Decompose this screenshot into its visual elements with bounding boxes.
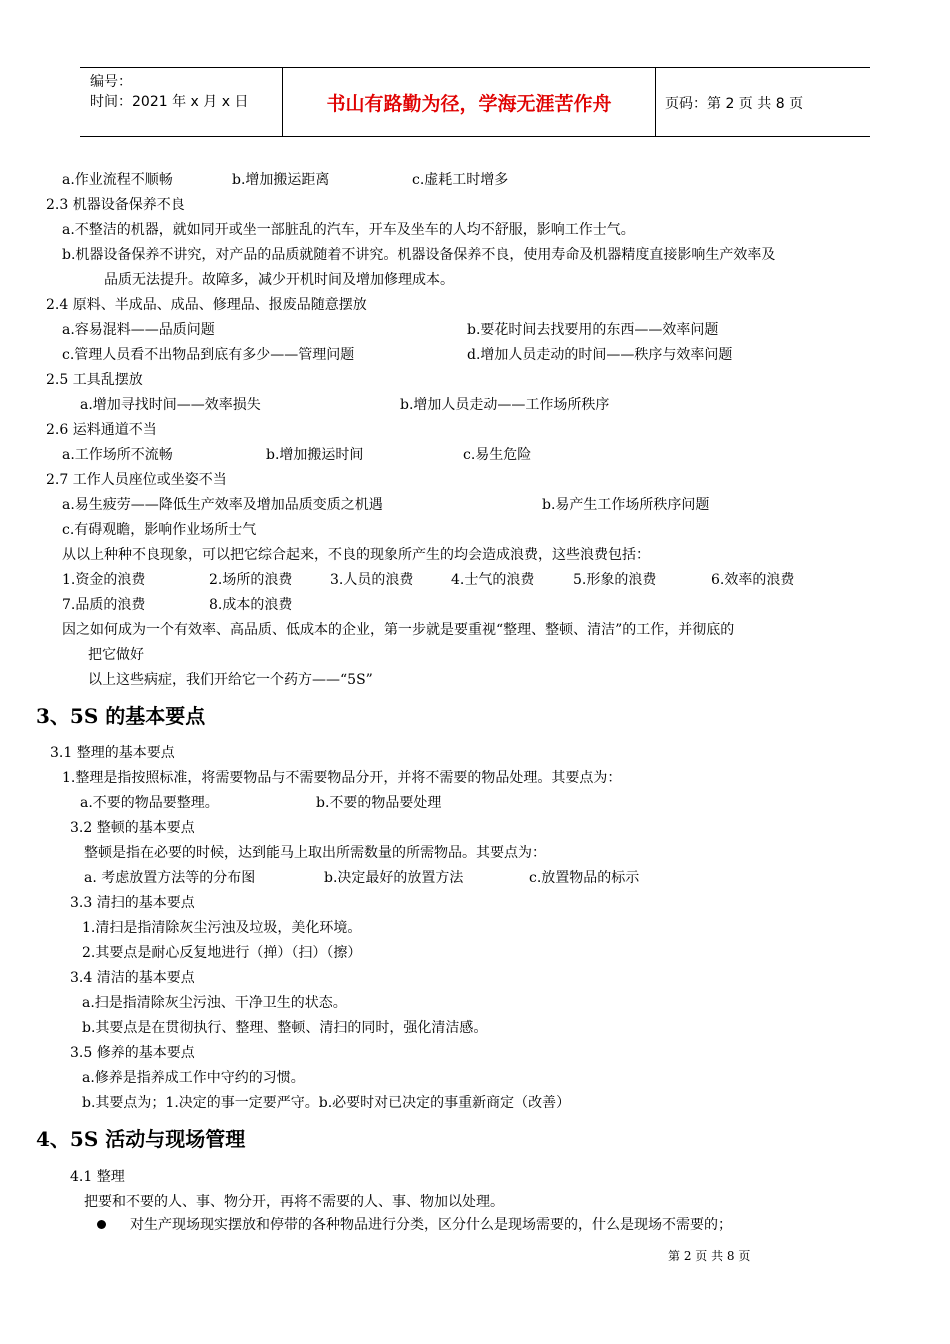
- text-line: a.易生疲劳——降低生产效率及增加品质变质之机遇: [62, 497, 383, 513]
- text-line: b.其要点是在贯彻执行、整理、整顿、清扫的同时，强化清洁感。: [82, 1020, 488, 1036]
- text-line: a. 考虑放置方法等的分布图: [84, 870, 256, 886]
- text-line: c.管理人员看不出物品到底有多少——管理问题: [62, 347, 355, 363]
- text-line: c.虚耗工时增多: [412, 172, 509, 188]
- document-header: [80, 67, 870, 137]
- text-line: 从以上种种不良现象，可以把它综合起来，不良的现象所产生的均会造成浪费，这些浪费包括：: [62, 547, 650, 563]
- page-info: 页码：第 2 页 共 8 页: [665, 96, 804, 112]
- text-line: a.不整洁的机器，就如同开或坐一部脏乱的汽车，开车及坐车的人均不舒服，影响工作士气。: [62, 222, 635, 238]
- bullet-icon: [97, 1220, 106, 1229]
- section-heading: 3、5S 的基本要点: [36, 704, 206, 728]
- text-line: 整顿是指在必要的时候，达到能马上取出所需数量的所需物品。其要点为：: [84, 845, 546, 861]
- text-line: 以上这些病症，我们开给它一个药方——“5S”: [88, 672, 373, 688]
- text-line: 1.清扫是指清除灰尘污浊及垃圾，美化环境。: [82, 920, 362, 936]
- number-label: 编号：: [90, 74, 132, 90]
- text-line: b.机器设备保养不讲究，对产品的品质就随着不讲究。机器设备保养不良，使用寿命及机器精度直接影响生产效率及: [62, 247, 776, 263]
- subsection-title: 2.4 原料、半成品、成品、修理品、报废品随意摆放: [46, 297, 367, 313]
- text-line: 把它做好: [88, 647, 144, 663]
- subsection-title: 3.1 整理的基本要点: [50, 745, 175, 761]
- header-divider: [655, 68, 656, 136]
- text-line: c.易生危险: [463, 447, 532, 463]
- text-line: 2.其要点是耐心反复地进行（掸）（扫）（擦）: [82, 945, 362, 961]
- text-line: b.决定最好的放置方法: [324, 870, 464, 886]
- text-line: b.其要点为；1.决定的事一定要严守。b.必要时对已决定的事重新商定（改善）: [82, 1095, 571, 1111]
- text-line: 把要和不要的人、事、物分开，再将不需要的人、事、物加以处理。: [84, 1194, 504, 1210]
- waste-item: 2.场所的浪费: [209, 572, 293, 588]
- waste-item: 4.士气的浪费: [451, 572, 535, 588]
- subsection-title: 4.1 整理: [70, 1169, 125, 1185]
- text-line: a.扫是指清除灰尘污浊、干净卫生的状态。: [82, 995, 347, 1011]
- subsection-title: 2.7 工作人员座位或坐姿不当: [46, 472, 227, 488]
- time-label: 时间：2021 年 x 月 x 日: [90, 94, 249, 110]
- motto-text: 书山有路勤为径，学海无涯苦作舟: [326, 93, 612, 115]
- subsection-title: 2.5 工具乱摆放: [46, 372, 143, 388]
- text-line: 1.整理是指按照标准，将需要物品与不需要物品分开，并将不需要的物品处理。其要点为：: [62, 770, 622, 786]
- subsection-title: 3.3 清扫的基本要点: [70, 895, 195, 911]
- text-line: 因之如何成为一个有效率、高品质、低成本的企业，第一步就是要重视“整理、整顿、清洁”的工作，并彻底的: [62, 622, 735, 638]
- text-line: a.作业流程不顺畅: [62, 172, 173, 188]
- text-line: c.有碍观瞻，影响作业场所士气: [62, 522, 257, 538]
- text-line: b.不要的物品要处理: [316, 795, 442, 811]
- text-line: a.工作场所不流畅: [62, 447, 173, 463]
- list-item: 对生产现场现实摆放和停带的各种物品进行分类，区分什么是现场需要的，什么是现场不需要的；: [130, 1217, 732, 1233]
- subsection-title: 2.6 运料通道不当: [46, 422, 157, 438]
- header-divider: [282, 68, 283, 136]
- text-line: b.增加人员走动——工作场所秩序: [400, 397, 610, 413]
- text-line: d.增加人员走动的时间——秩序与效率问题: [467, 347, 733, 363]
- waste-item: 6.效率的浪费: [711, 572, 795, 588]
- subsection-title: 3.5 修养的基本要点: [70, 1045, 195, 1061]
- waste-item: 7.品质的浪费: [62, 597, 146, 613]
- text-line: a.容易混料——品质问题: [62, 322, 215, 338]
- text-line: b.要花时间去找要用的东西——效率问题: [467, 322, 719, 338]
- section-heading: 4、5S 活动与现场管理: [36, 1127, 246, 1151]
- waste-item: 8.成本的浪费: [209, 597, 293, 613]
- text-line: a.不要的物品要整理。: [80, 795, 219, 811]
- text-line: b.增加搬运时间: [266, 447, 364, 463]
- subsection-title: 3.2 整顿的基本要点: [70, 820, 195, 836]
- subsection-title: 3.4 清洁的基本要点: [70, 970, 195, 986]
- text-line: b.增加搬运距离: [232, 172, 330, 188]
- waste-item: 3.人员的浪费: [330, 572, 414, 588]
- text-line: b.易产生工作场所秩序问题: [542, 497, 710, 513]
- waste-item: 1.资金的浪费: [62, 572, 146, 588]
- page-footer: 第 2 页 共 8 页: [668, 1249, 751, 1263]
- text-line: a.修养是指养成工作中守约的习惯。: [82, 1070, 305, 1086]
- waste-item: 5.形象的浪费: [573, 572, 657, 588]
- text-line: c.放置物品的标示: [529, 870, 640, 886]
- subsection-title: 2.3 机器设备保养不良: [46, 197, 185, 213]
- text-line: 品质无法提升。故障多，减少开机时间及增加修理成本。: [104, 272, 454, 288]
- text-line: a.增加寻找时间——效率损失: [80, 397, 261, 413]
